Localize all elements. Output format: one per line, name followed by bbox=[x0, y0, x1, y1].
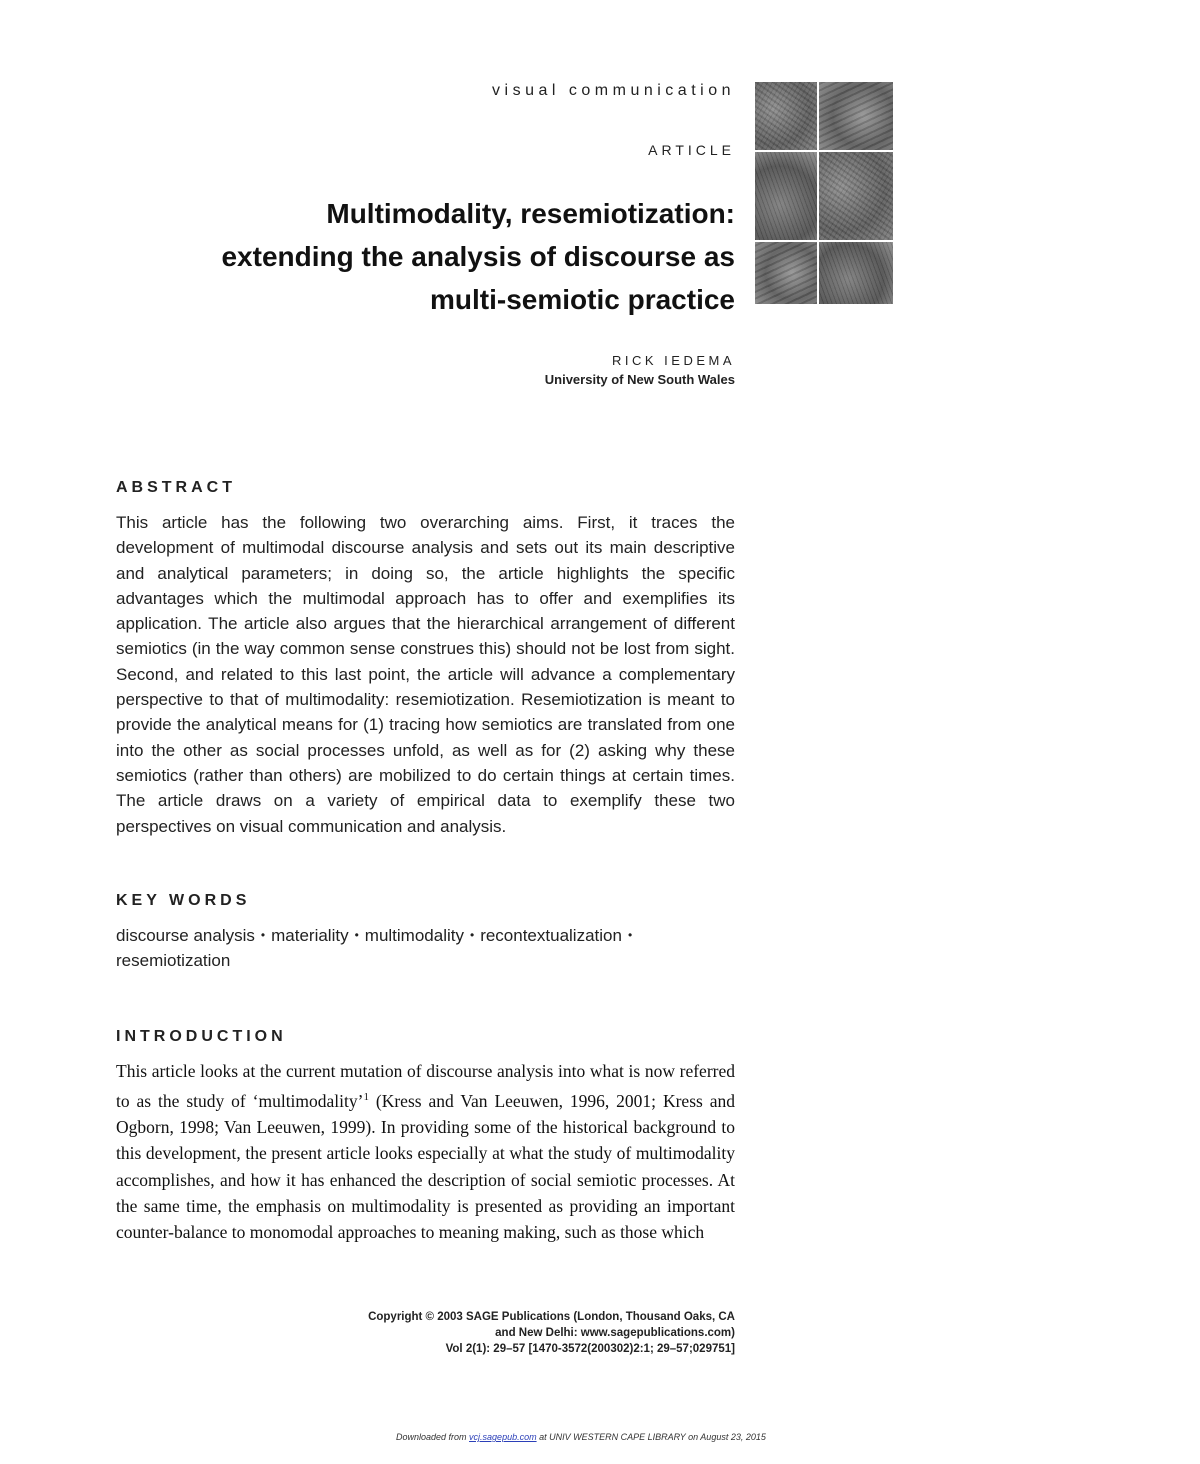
title-line: extending the analysis of discourse as bbox=[221, 241, 735, 272]
copyright-line: and New Delhi: www.sagepublications.com) bbox=[495, 1327, 735, 1339]
copyright-line: Vol 2(1): 29–57 [1470-3572(200302)2:1; 29–57;029751] bbox=[445, 1343, 735, 1355]
intro-text-part: This article looks at the current mutation of discourse analysis into what is now referred to as the study of ‘multimodality’ bbox=[116, 1061, 735, 1112]
copyright-line: Copyright © 2003 SAGE Publications (London, Thousand Oaks, CA bbox=[368, 1311, 735, 1323]
intro-text-part: (Kress and Van Leeuwen, 1996, 2001; Kress and Ogborn, 1998; Van Leeuwen, 1999). In providing some of the historical background to this development, the present article looks especially at what the study of multimodality accomplishes, and how it has enhanced the description of social semiotic processes. At the same time, the emphasis on multimodality is presented as providing an important counter-balance to monomodal approaches to meaning making, such as those which bbox=[116, 1091, 735, 1243]
keyword-separator: • bbox=[260, 928, 266, 942]
abstract-heading: ABSTRACT bbox=[116, 479, 236, 496]
footnote-reference[interactable]: 1 bbox=[363, 1091, 369, 1104]
keyword: discourse analysis bbox=[116, 926, 255, 945]
journal-link[interactable]: vcj.sagepub.com bbox=[469, 1432, 537, 1442]
download-footer bbox=[396, 1432, 766, 1442]
journal-cover-image bbox=[755, 82, 893, 304]
download-prefix: Downloaded from bbox=[396, 1432, 470, 1442]
keywords-heading: KEY WORDS bbox=[116, 892, 251, 909]
keyword: multimodality bbox=[364, 926, 464, 945]
keyword-separator: • bbox=[627, 928, 633, 942]
keyword: materiality bbox=[271, 926, 349, 945]
title-line: Multimodality, resemiotization: bbox=[326, 198, 735, 229]
cover-tile bbox=[755, 152, 817, 240]
author-affiliation: University of New South Wales bbox=[544, 372, 735, 387]
introduction-text bbox=[116, 1058, 735, 1245]
cover-tile bbox=[819, 82, 893, 150]
download-suffix: at UNIV WESTERN CAPE LIBRARY on August 23, 2015 bbox=[536, 1432, 766, 1442]
introduction-heading: INTRODUCTION bbox=[116, 1028, 287, 1045]
journal-name: visual communication bbox=[492, 82, 735, 99]
keyword-separator: • bbox=[469, 928, 475, 942]
keyword-separator: • bbox=[354, 928, 359, 942]
cover-tile bbox=[819, 242, 893, 304]
cover-tile bbox=[755, 242, 817, 304]
cover-tile bbox=[819, 152, 893, 240]
cover-tile bbox=[755, 82, 817, 150]
keywords-list bbox=[116, 923, 735, 973]
abstract-text: This article has the following two overarching aims. First, it traces the development of multimodal discourse analysis and sets out its main descriptive and analytical parameters; in doing so, the article highlights the specific advantages which the multimodal approach has to offer and exemplifies its application. The article also argues that the hierarchical arrangement of different semiotics (in the way common sense construes this) should not be lost from sight. Second, and related to this last point, the article will advance a complementary perspective to that of multimodality: resemiotization. Resemiotization is meant to provide the analytical means for (1) tracing how semiotics are translated from one into the other as social processes unfold, as well as for (2) asking why these semiotics (rather than others) are mobilized to do certain things at certain times. The article draws on a variety of empirical data to exemplify these two perspectives on visual communication and analysis. bbox=[116, 513, 735, 836]
title-line: multi-semiotic practice bbox=[430, 284, 735, 315]
copyright-notice bbox=[135, 1309, 735, 1357]
article-title bbox=[115, 192, 735, 321]
article-type-label: ARTICLE bbox=[648, 142, 735, 158]
keyword: resemiotization bbox=[116, 951, 231, 970]
keyword: recontextualization bbox=[480, 926, 622, 945]
author-name: RICK IEDEMA bbox=[611, 353, 735, 368]
